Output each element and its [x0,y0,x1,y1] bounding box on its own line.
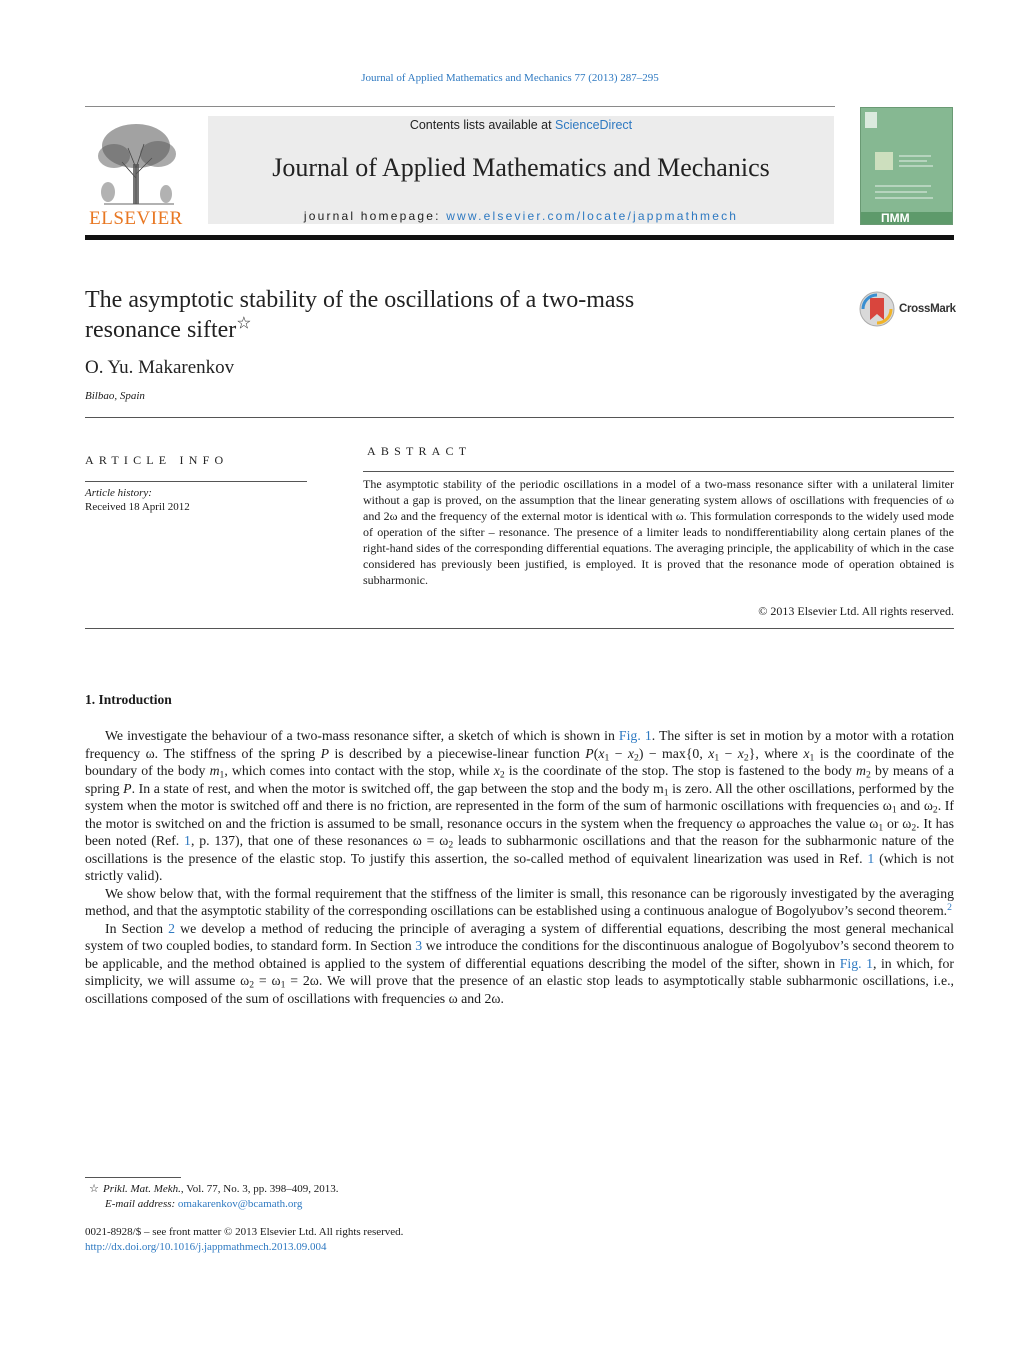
header-thick-rule [85,235,954,240]
author-name: O. Yu. Makarenkov [85,357,235,378]
math-subscript: 2 [249,979,255,991]
text-run: , in which, for simplicity, we will assume ω [85,955,954,988]
header-rule [85,106,835,107]
abstract-heading: ABSTRACT [367,444,472,458]
math-symbol: P [320,745,330,761]
math-subscript: 1 [663,786,669,798]
text-run: = 2ω. We will prove that the presence of an elastic stop leads to asymptotically stable subharmonic oscillations, i.e., oscillations composed of the sum of oscillations with frequencies ω and 2ω. [85,973,954,1006]
text-run: we develop a method of reducing the principle of averaging a system of differential equations, describing the most general mechanical system of two coupled bodies, to standard form. In Section [85,920,954,953]
crossmark-icon [858,290,896,328]
intro-paragraph-1 [85,727,954,885]
history-label: Article history: [85,487,152,499]
elsevier-wordmark: ELSEVIER [89,208,183,229]
text-run: we introduce the conditions for the discontinuous analogue of Bogolyubov’s second theorem to be applicable, and the method obtained is applied to the system of differential equations describing the model of the sifter, shown in [85,938,954,971]
contents-line [208,118,834,132]
math-symbol: x [708,745,715,761]
title-footnote-star[interactable]: ☆ [236,313,252,333]
footnote-rule [85,1177,181,1178]
text-run: . The sifter is set in motion by a motor with a rotation frequency ω. The stiffness of the spring [85,728,954,761]
footnote-star: ☆ [89,1183,99,1195]
math-symbol: m [856,763,866,778]
footnote-journal-rest: , Vol. 77, No. 3, pp. 398–409, 2013. [180,1183,339,1195]
intro-paragraph-3 [85,920,954,1008]
math-subscript: 2 [932,804,938,816]
journal-title: Journal of Applied Mathematics and Mechanics [272,153,770,182]
math-subscript: 1 [280,979,286,991]
text-run: In Section [105,920,169,936]
text-run: is zero. All the other oscillations, performed by the system when the motor is switched off and there is no friction, are represented in the form of the sum of harmonic oscillations with frequencies ω [85,780,954,813]
text-run: ( [593,745,599,761]
article-info-rule [85,481,307,482]
crossmark-badge[interactable] [858,290,958,330]
author-affiliation: Bilbao, Spain [85,390,145,402]
journal-cover-thumbnail[interactable] [860,107,953,225]
math-subscript: 1 [714,751,720,763]
text-run: , which comes into contact with the stop, while [224,763,494,778]
section-3-link[interactable]: 3 [415,938,423,953]
math-subscript: 2 [634,751,639,763]
article-title [85,285,765,345]
math-symbol: P [123,780,132,796]
introduction-body [85,727,954,1007]
section-2-link[interactable]: 2 [168,920,176,936]
math-symbol: x [598,745,605,761]
text-run: is the coordinate of the stop. The stop is fastened to the body [504,763,857,778]
homepage-link[interactable]: www.elsevier.com/locate/jappmathmech [446,209,739,223]
text-run: or ω [883,815,912,831]
math-subscript: 1 [604,751,610,763]
reference-1-link[interactable]: 1 [184,833,191,848]
front-matter-text: 0021-8928/$ – see front matter © 2013 Elsevier Ltd. All rights reserved. [85,1226,404,1238]
sciencedirect-link[interactable]: ScienceDirect [555,118,633,132]
abstract-copyright: © 2013 Elsevier Ltd. All rights reserved. [758,604,954,618]
math-subscript: 1 [878,821,884,833]
text-run: is described by a piecewise-linear function [329,745,586,761]
email-label: E-mail address: [105,1198,178,1210]
text-run: . It has been noted (Ref. [85,815,954,848]
text-run: is the coordinate of the boundary of the body [85,745,954,778]
text-run: We investigate the behaviour of a two-mass resonance sifter, a sketch of which is shown in [105,728,619,743]
elsevier-tree-icon [84,118,188,206]
text-run: ) − max{0, [638,745,709,761]
cover-title: ПММ [881,211,910,225]
text-run: and ω [896,798,933,813]
math-subscript: 2 [866,769,871,781]
math-symbol: x [737,745,744,761]
footnote-block [85,1182,338,1212]
text-run: . If the motor is switched on and the friction is assumed to be small, resonance occurs in the system when the frequency ω approaches the value ω [85,798,954,831]
text-run: = ω [254,973,281,988]
front-matter-block [85,1225,403,1255]
math-subscript: 1 [891,804,897,816]
received-date: Received 18 April 2012 [85,501,190,513]
abstract-rule [363,471,954,472]
article-history [85,486,190,514]
elsevier-logo [84,118,188,229]
doi-link[interactable]: http://dx.doi.org/10.1016/j.jappmathmech.2013.09.004 [85,1241,327,1253]
reference-2-link[interactable]: 2 [947,902,952,914]
text-run: (which is not strictly valid). [85,850,954,883]
journal-cover-icon [861,108,953,225]
abstract-text: The asymptotic stability of the periodic oscillations in a model of a two-mass resonance sifter with a unilateral limiter without a gap is proved, on the assumption that the linear generating system allows of oscillations with frequencies of ω and 2ω and the frequency of the external motor is identical with ω. This formulation corresponds to the widely used mode of operation of the sifter – resonance. The presence of a limiter leads to nondifferentiability along certain planes of the right-hand sides of the corresponding differential equations. The averaging principle, the applicability of which in the case considered has previously been justified, is employed. It is proved that the resonance mode of operation obtained is subharmonic. [363,477,954,587]
text-run: leads to subharmonic oscillations and that the reason for the subharmonic nature of the oscillations is the presence of the elastic stop. To justify this assertion, the so-called method of equivalent linearization was used in Ref. [85,833,954,866]
text-run: by means of a spring [85,763,954,796]
abstract-bottom-rule [85,628,954,629]
math-symbol: x [627,745,635,761]
text-run: }, where [748,745,804,761]
author-email-link[interactable]: omakarenkov@bcamath.org [177,1198,303,1210]
contents-prefix: Contents lists available at [409,118,556,132]
reference-1-link[interactable]: 1 [867,850,875,866]
math-symbol: m [209,763,220,778]
journal-homepage [208,209,834,223]
math-subscript: 2 [448,839,454,851]
intro-paragraph-2 [85,885,954,920]
crossmark-label: CrossMark [899,303,956,315]
figure-1-link[interactable]: Fig. 1 [839,955,873,971]
math-subscript: 1 [809,751,815,763]
title-divider [85,417,954,418]
text-run: . In a state of rest, and when the motor is switched off, the gap between the stop and the body m [131,780,664,796]
math-subscript: 2 [911,821,917,833]
section-heading-introduction: 1. Introduction [85,692,172,707]
footnote-journal-italic: Prikl. Mat. Mekh. [103,1183,181,1195]
text-run: , p. 137), that one of these resonances ω = ω [190,833,449,848]
math-subscript: 1 [219,769,225,781]
article-title-line2: resonance sifter [85,317,237,343]
text-run: − [609,745,628,761]
article-info-heading: ARTICLE INFO [85,453,229,467]
journal-citation[interactable]: Journal of Applied Mathematics and Mechanics 77 (2013) 287–295 [361,72,659,84]
math-symbol: P [585,745,594,761]
text-run: We show below that, with the formal requirement that the stiffness of the limiter is small, this resonance can be rigorously investigated by the averaging method, and that the asymptotic stability of the corresponding oscillations can be established using a continuous analogue of Bogolyubov’s second theorem. [85,885,954,918]
homepage-label: journal homepage: [303,209,447,223]
figure-1-link[interactable]: Fig. 1 [618,728,652,743]
math-symbol: x [493,763,500,778]
math-symbol: x [803,745,810,761]
article-title-line1: The asymptotic stability of the oscillations of a two-mass [85,287,635,313]
math-subscript: 2 [499,769,505,781]
text-run: − [719,745,738,761]
math-subscript: 2 [743,751,749,763]
